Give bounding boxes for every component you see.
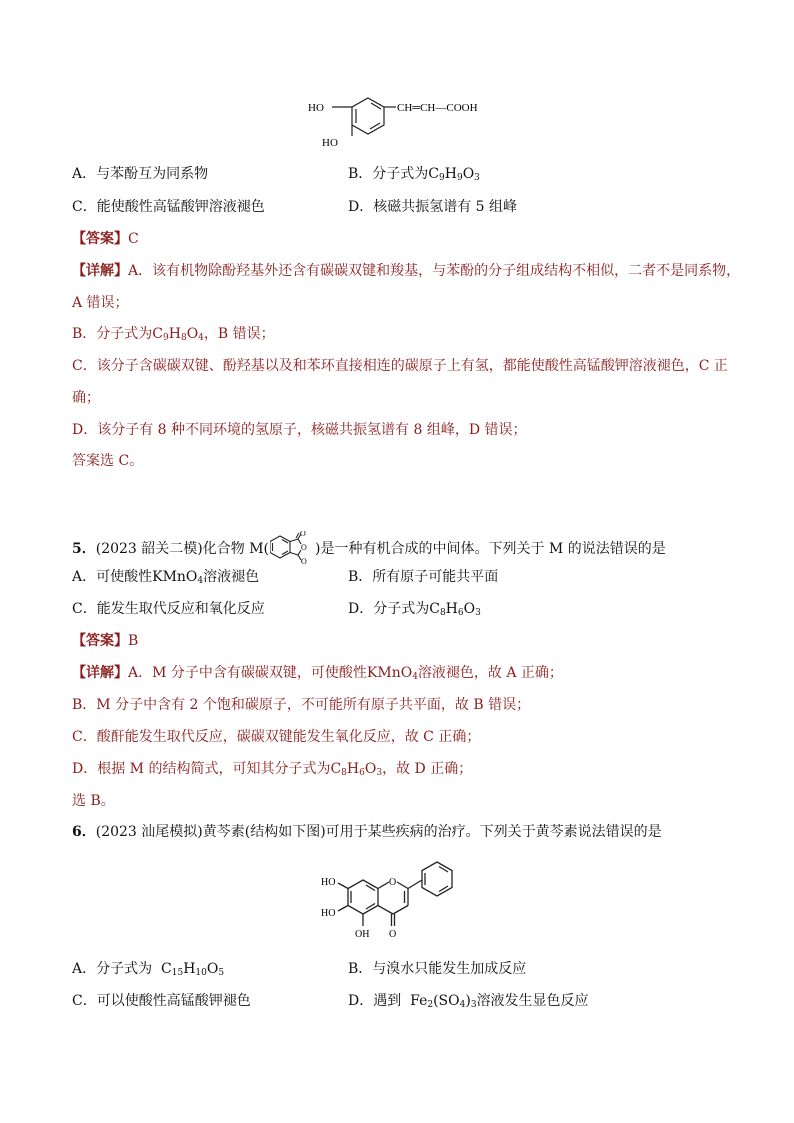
answer-tag: 【答案】 [72,633,128,649]
hydroxyl-label: HO [321,877,336,888]
anhydride-oxygen: O [300,531,306,538]
question-stem: 6．(2023 汕尾模拟)黄芩素(结构如下图)可用于某些疾病的治疗。下列关于黄芩素说法错误的是 [72,824,662,840]
hydroxyl-label: HO [308,102,324,114]
option-row [72,991,589,1011]
option-row [72,959,527,979]
option-row [72,599,481,619]
baicalein-structure [318,856,478,952]
detail-line: 确； [72,390,100,406]
conclusion-line: 答案选 C。 [72,453,144,469]
answer-value: B [128,633,139,649]
caffeic-acid-structure [300,90,500,152]
option-d: D．核磁共振氢谱有 5 组峰 [348,199,518,215]
conclusion-line: 选 B。 [72,793,115,809]
hydroxyl-label: OH [355,929,370,940]
answer-value: C [128,231,139,247]
option-b: B．分子式为$C_9H_9O_3$ [348,166,480,183]
option-b: B．与溴水只能发生加成反应 [348,961,527,977]
detail-line: C．酸酐能发生取代反应，碳碳双键能发生氧化反应，故 C 正确； [72,729,481,745]
question-stem: 5．(2023 韶关二模)化合物 M( O O O )是一种有机合成的中间体。下列关于 M 的说法错误的是 [72,531,666,565]
anhydride-oxygen: O [301,557,307,565]
option-row [72,164,480,184]
detail-tag: 【详解】 [72,665,128,681]
detail-line: B．M 分子中含有 2 个饱和碳原子，不可能所有原子共平面，故 B 错误； [72,697,531,713]
detail-line: 【详解】A．该有机物除酚羟基外还含有碳碳双键和羧基，与苯酚的分子组成结构不相似，二者不是同系物， [72,263,741,279]
option-c: C．能使酸性高锰酸钾溶液褪色 [72,199,265,215]
detail-line: 【详解】A．M 分子中含有碳碳双键，可使酸性KMnO$_4$溶液褪色，故 A 正确； [72,665,563,682]
ring-oxygen-label: O [389,877,397,888]
option-c: C．能发生取代反应和氧化反应 [72,601,265,617]
hydroxyl-label: HO [322,137,338,149]
question-number: 6． [72,824,96,840]
option-row [72,567,499,587]
detail-line: D．该分子有 8 种不同环境的氢原子，核磁共振氢谱有 8 组峰，D 错误； [72,422,527,438]
side-chain-label: CH═CH—COOH [397,102,478,114]
answer-line [72,631,138,651]
question-number: 5． [72,541,96,557]
option-d: D．分子式为$C_8H_6O_3$ [348,601,481,618]
detail-tag: 【详解】 [72,263,128,279]
option-a: A．与苯酚互为同系物 [72,166,209,182]
anhydride-oxygen: O [301,543,307,552]
hydroxyl-label: HO [321,908,336,919]
answer-line [72,229,139,249]
detail-line: D．根据 M 的结构简式，可知其分子式为$C_8H_6O_3$，故 D 正确； [72,761,473,778]
option-b: B．所有原子可能共平面 [348,569,499,585]
detail-line: A 错误； [72,295,129,311]
phthalic-anhydride-structure [270,531,314,565]
detail-line: C．该分子含碳碳双键、酚羟基以及和苯环直接相连的碳原子上有氢，都能使酸性高锰酸钾溶液褪色，C 正 [72,358,728,374]
carbonyl-oxygen-label: O [389,929,397,940]
option-a: A．分子式为 $C_{15}H_{10}O_5$ [72,961,225,978]
detail-line: B．分子式为$C_9H_8O_4$，B 错误； [72,326,275,343]
answer-tag: 【答案】 [72,231,128,247]
option-c: C．可以使酸性高锰酸钾褪色 [72,993,251,1009]
option-a: A．可使酸性KMnO$_4$溶液褪色 [72,569,260,586]
option-row [72,197,518,217]
option-d: D．遇到 $Fe_2(SO_4)_3$溶液发生显色反应 [348,993,589,1010]
